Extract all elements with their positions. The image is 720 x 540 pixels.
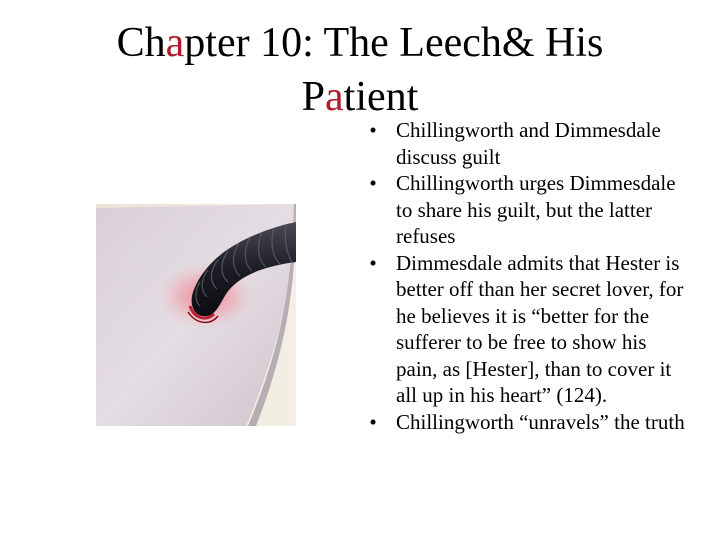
leech-illustration	[96, 204, 296, 426]
bullet-text: Chillingworth “unravels” the truth	[396, 409, 685, 434]
list-item	[366, 409, 686, 436]
bullet-text: Dimmesdale admits that Hester is better off than her secret lover, for he believes it is “better for the sufferer to be free to show his pain, as [Hester], than to cover it all up in his heart” (124).	[396, 250, 684, 407]
leech-photo	[96, 204, 296, 426]
bullet-text: Chillingworth and Dimmesdale discuss guilt	[396, 118, 661, 169]
title-line2-start: P	[301, 74, 326, 120]
title-line1-start: Ch	[116, 20, 166, 66]
slide-title	[60, 16, 660, 124]
title-line2-accent: a	[325, 74, 344, 120]
title-line1-accent: a	[165, 20, 185, 66]
bullet-marker: •	[369, 409, 377, 434]
bullet-marker: •	[369, 250, 377, 275]
bullet-text: Chillingworth urges Dimmesdale to share his guilt, but the latter refuses	[396, 171, 676, 248]
title-line2-end: tient	[343, 74, 419, 120]
list-item	[366, 250, 686, 409]
bullet-marker: •	[369, 171, 377, 195]
bullet-list	[366, 117, 686, 435]
list-item	[366, 170, 686, 250]
bullet-marker: •	[369, 118, 377, 142]
title-line1-end: pter 10: The Leech& His	[184, 20, 604, 66]
list-item	[366, 117, 686, 170]
